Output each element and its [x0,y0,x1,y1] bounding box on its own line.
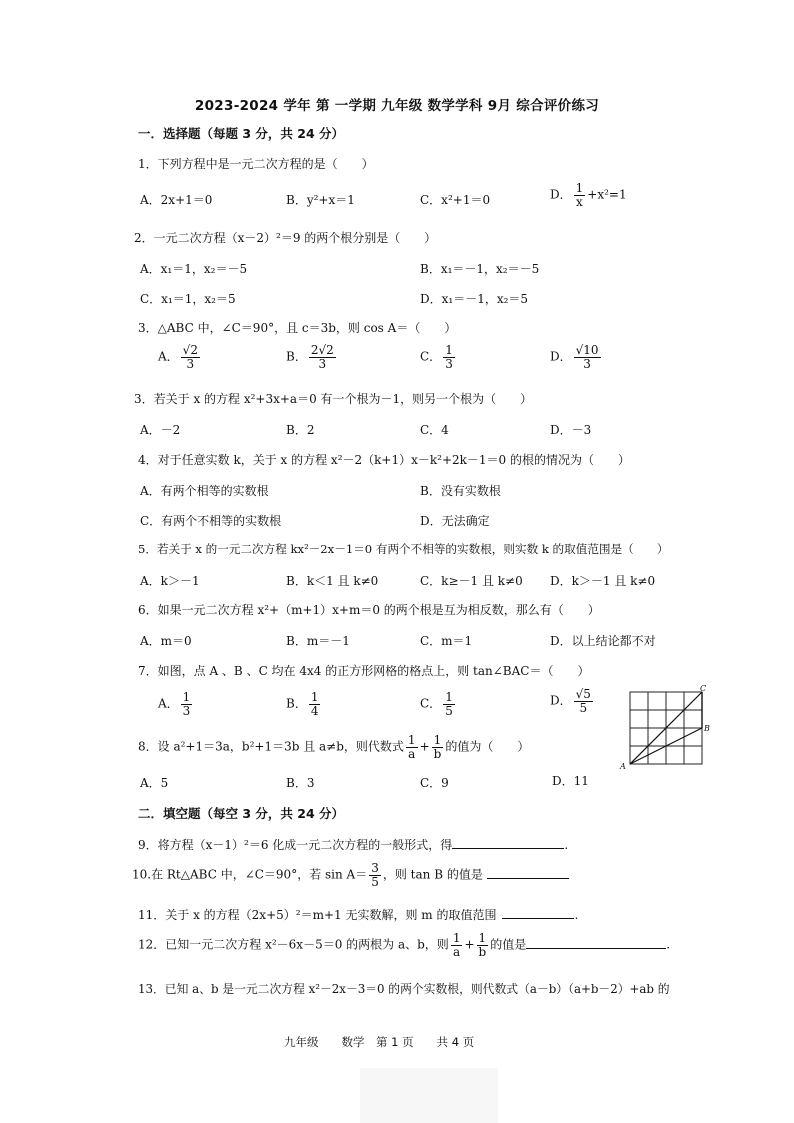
q7-c-fraction [443,691,455,717]
q7-option-c [420,691,457,717]
q10-answer-blank[interactable] [487,866,569,879]
q6-option-d: D．以上结论都不对 [550,634,656,648]
q1-option-b: B．y²+x＝1 [286,193,355,207]
q7-d-label: D． [550,693,572,708]
q10-text-post: ，则 tan B 的值是 [382,867,483,882]
q8-fraction-2 [432,734,444,760]
section-fill-heading: 二．填空题（每空 3 分，共 24 分） [138,806,345,821]
q12-fraction-2 [477,932,489,958]
q3-option-b [286,344,338,370]
question-9 [138,836,568,853]
q9-text: 9．将方程（x－1）²＝6 化成一元二次方程的一般形式，得 [138,838,453,852]
q3-c-num: 1 [445,343,453,357]
q3-a-label: A． [158,349,179,364]
q7-a-den: 3 [182,703,191,718]
question-1: 1．下列方程中是一元二次方程的是（ ） [138,157,374,171]
q7-b-num: 1 [310,690,319,704]
exam-title: 2023-2024 学年 第 一学期 九年级 数学学科 9月 综合评价练习 [194,98,600,114]
q3b-option-d: D．－3 [550,423,592,437]
q8-option-a: A．5 [140,776,169,790]
page-footer: 九年级 数学 第 1 页 共 4 页 [284,1035,475,1049]
q11-end: . [574,908,579,922]
section-choice-heading: 一．选择题（每题 3 分，共 24 分） [138,126,345,141]
question-3: 3．△ABC 中，∠C＝90°，且 c＝3b，则 cos A＝（ ） [138,321,457,335]
q3-a-den: 3 [186,356,195,371]
q3-b-fraction [309,344,336,370]
q7-d-num: √5 [575,687,591,701]
q1-d-num: 1 [575,181,584,195]
q1-d-den: x [576,194,583,209]
q1-option-d [550,182,627,208]
q12-f2-num: 1 [477,932,489,946]
q11-text: 11．关于 x 的方程（2x+5）²＝m+1 无实数解，则 m 的取值范围 [138,908,497,922]
q11-answer-blank[interactable] [502,906,574,919]
question-13: 13．已知 a、b 是一元二次方程 x²－2x－3＝0 的两个实数根，则代数式（a－b）（a+b－2）+ab 的 [138,982,670,996]
q4-option-b: B．没有实数根 [420,484,501,498]
q3-b-den: 3 [318,356,327,371]
q12-end: . [666,937,671,952]
question-10 [132,862,569,888]
q5-option-d: D．k＞－1 且 k≠0 [550,574,656,588]
q12-text-post: 的值是 [490,937,527,952]
q8-f2-den: b [433,746,442,761]
question-8 [138,734,529,760]
q7-a-label: A． [158,696,179,711]
q7-fig-label-a: A [620,762,626,771]
q12-f1-den: a [453,944,461,959]
q7-d-fraction [574,688,593,714]
q7-c-num: 1 [445,690,453,704]
q10-fraction [369,862,381,888]
q10-den: 5 [371,874,379,889]
q4-option-d: D．无法确定 [420,514,490,528]
question-6: 6．如果一元二次方程 x²+（m+1）x+m＝0 的两个根是互为相反数，那么有（ ） [138,603,600,617]
question-2: 2．一元二次方程（x－2）²＝9 的两个根分别是（ ） [134,231,437,245]
q3-d-den: 3 [583,356,591,371]
q8-stem-pre: 8．设 a²+1＝3a，b²+1＝3b 且 a≠b，则代数式 [138,739,404,754]
q2-option-c: C．x₁＝1，x₂＝5 [140,292,236,306]
q6-option-c: C．m＝1 [420,634,473,648]
q3b-option-c: C．4 [420,423,449,437]
q3-option-a [158,344,202,370]
q3b-option-a: A．－2 [140,423,181,437]
q7-fig-label-c: C [700,684,707,693]
question-3b: 3．若关于 x 的方程 x²+3x+a＝0 有一个根为－1，则另一个根为（ ） [134,392,533,406]
q10-num: 3 [371,861,379,875]
scan-artifact [360,1068,498,1123]
q3-c-den: 3 [445,356,453,371]
q7-c-label: C． [420,696,442,711]
q3-c-fraction [443,344,455,370]
q5-option-a: A．k＞－1 [140,574,200,588]
q8-option-c: C．9 [420,776,449,790]
q3-d-fraction [574,344,601,370]
q6-option-a: A．m＝0 [140,634,192,648]
q3-b-num: 2√2 [310,343,334,357]
q2-option-b: B．x₁＝－1，x₂＝－5 [420,262,540,276]
q7-option-d [550,688,595,714]
q3-c-label: C． [420,349,442,364]
q8-stem-post: 的值为（ ） [445,739,530,754]
q3-b-label: B． [286,349,307,364]
q8-option-d: D．11 [552,774,589,788]
q12-answer-blank[interactable] [526,936,666,949]
q6-option-b: B．m＝－1 [286,634,350,648]
q7-grid-figure [624,688,708,772]
q8-f1-den: a [408,746,416,761]
q2-option-d: D．x₁＝－1，x₂＝5 [420,292,529,306]
q3-option-d [550,344,603,370]
q7-option-b [286,691,322,717]
q7-c-den: 5 [445,703,453,718]
q12-f2-den: b [478,944,487,959]
q12-text: 12．已知一元二次方程 x²－6x－5＝0 的两根为 a、b，则 [138,937,449,952]
q2-option-a: A．x₁＝1，x₂＝－5 [140,262,248,276]
q4-option-a: A．有两个相等的实数根 [140,484,269,498]
q7-a-num: 1 [182,690,191,704]
question-4: 4．对于任意实数 k，关于 x 的方程 x²－2（k+1）x－k²+2k－1＝0 的根的情况为（ ） [138,453,631,467]
q3b-option-b: B．2 [286,423,315,437]
q8-f2-num: 1 [432,734,444,748]
q7-option-a [158,691,194,717]
q1-d-label: D． [550,187,572,202]
question-11 [138,906,578,923]
q3-d-num: √10 [575,343,599,357]
q9-answer-blank[interactable] [452,836,564,849]
q1-option-c: C．x²+1＝0 [420,193,491,207]
q7-fig-label-b: B [704,724,710,733]
q7-b-den: 4 [310,703,319,718]
q7-d-den: 5 [579,700,588,715]
q1-d-fraction [574,182,586,208]
q1-option-a: A．2x+1＝0 [140,193,213,207]
question-7: 7．如图，点 A 、B 、C 均在 4x4 的正方形网格的格点上，则 tan∠BAC＝（ ） [138,664,590,678]
q7-b-fraction [309,691,321,717]
q8-option-b: B．3 [286,776,315,790]
q12-plus: + [464,937,475,952]
q5-option-b: B．k＜1 且 k≠0 [286,574,379,588]
q9-end: . [564,838,569,852]
q3-option-c [420,344,457,370]
q3-a-num: √2 [182,343,198,357]
q10-text: 10.在 Rt△ABC 中，∠C＝90°，若 sin A＝ [132,867,368,882]
q4-option-c: C．有两个不相等的实数根 [140,514,282,528]
q7-b-label: B． [286,696,307,711]
q7-a-fraction [181,691,193,717]
q3-d-label: D． [550,349,572,364]
q8-fraction-1 [406,734,418,760]
question-5: 5．若关于 x 的一元二次方程 kx²－2x－1＝0 有两个不相等的实数根，则实数 k 的取值范围是（ ） [138,542,669,556]
q3-a-fraction [181,344,200,370]
q8-plus: + [419,739,430,754]
q1-d-rest: +x²=1 [587,187,627,202]
question-12 [138,932,670,958]
q12-f1-num: 1 [452,931,461,945]
q8-f1-num: 1 [407,733,416,747]
q5-option-c: C．k≥－1 且 k≠0 [420,574,523,588]
q12-fraction-1 [451,932,463,958]
